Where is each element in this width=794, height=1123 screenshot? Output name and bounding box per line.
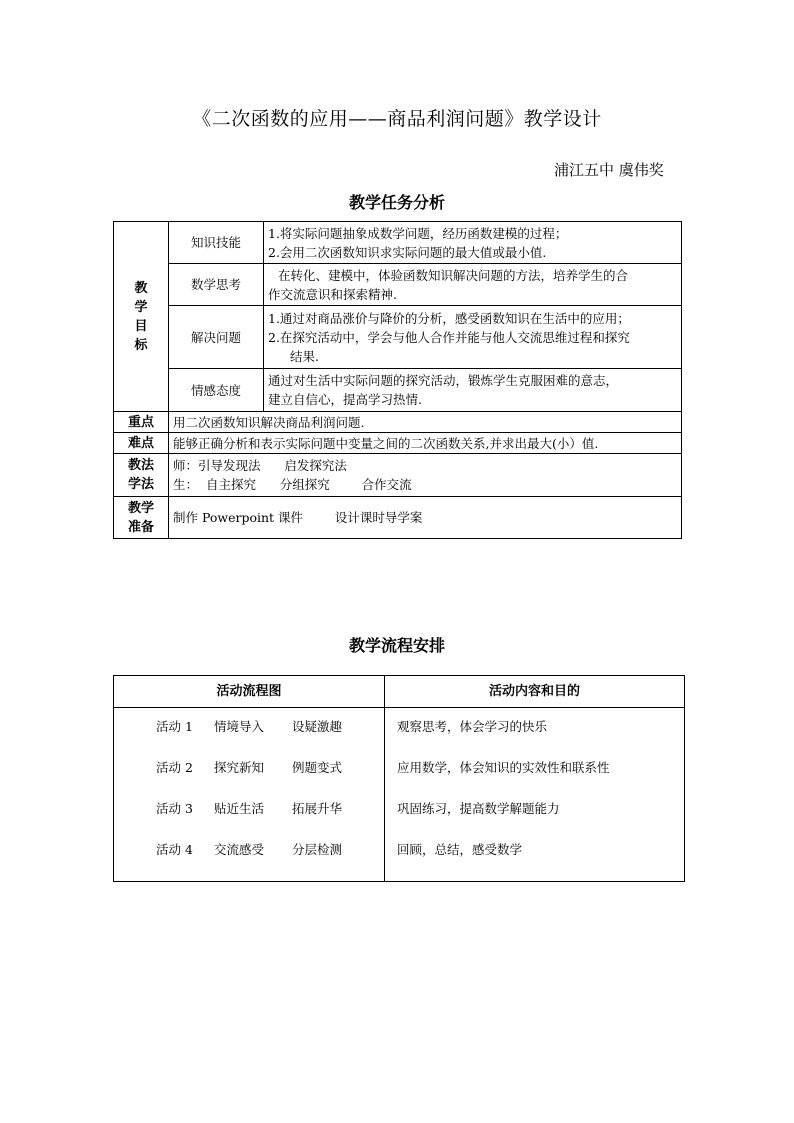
goal-label-knowledge: 知识技能 xyxy=(169,222,264,264)
key-point-label: 重点 xyxy=(114,412,169,433)
flow-steps-cell xyxy=(114,708,385,882)
purpose-2: 应用数学，体会知识的实效性和联系性 xyxy=(397,760,610,775)
flow-step-1: 活动 1 情境导入 设疑激趣 xyxy=(156,719,343,734)
difficulty-text: 能够正确分析和表示实际问题中变量之间的二次函数关系,并求出最大(小）值. xyxy=(169,433,682,454)
flow-table xyxy=(113,675,685,882)
purpose-4: 回顾，总结，感受数学 xyxy=(397,842,523,857)
flow-step-2: 活动 2 探究新知 例题变式 xyxy=(156,760,343,775)
purpose-column-header: 活动内容和目的 xyxy=(385,676,685,708)
goal-label-thinking: 数学思考 xyxy=(169,264,264,306)
methods-label: 教法 学法 xyxy=(114,454,169,497)
difficulty-label: 难点 xyxy=(114,433,169,454)
analysis-table xyxy=(113,221,682,539)
preparation-label: 教学 准备 xyxy=(114,497,169,539)
preparation-text: 制作 Powerpoint 课件 设计课时导学案 xyxy=(169,497,682,539)
purpose-cell xyxy=(385,708,685,882)
goal-content-thinking: 在转化、建模中，体验函数知识解决问题的方法，培养学生的合 作交流意识和探索精神. xyxy=(264,264,682,306)
methods-text xyxy=(169,454,682,497)
goals-label: 教 学 目 标 xyxy=(114,222,169,412)
flow-step-4: 活动 4 交流感受 分层检测 xyxy=(156,842,343,857)
student-methods: 生： 自主探究 分组探究 合作交流 xyxy=(173,477,412,492)
analysis-heading: 教学任务分析 xyxy=(348,193,445,212)
purpose-3: 巩固练习，提高数学解题能力 xyxy=(397,801,560,816)
goal-label-problem-solving: 解决问题 xyxy=(169,306,264,369)
author-line: 浦江五中 虞伟奖 xyxy=(554,161,664,179)
goal-content-attitude: 通过对生活中实际问题的探究活动，锻炼学生克服困难的意志， 建立自信心，提高学习热情. xyxy=(264,369,682,412)
key-point-text: 用二次函数知识解决商品利润问题. xyxy=(169,412,682,433)
flow-column-header: 活动流程图 xyxy=(114,676,385,708)
page-title: 《二次函数的应用——商品利润问题》教学设计 xyxy=(192,108,602,130)
goal-content-problem-solving: 1.通过对商品涨价与降价的分析，感受函数知识在生活中的应用； 2.在探究活动中，学会与他人合作并能与他人交流思维过程和探究 结果. xyxy=(264,306,682,369)
teacher-methods: 师：引导发现法 启发探究法 xyxy=(173,458,347,473)
purpose-1: 观察思考，体会学习的快乐 xyxy=(397,719,548,734)
flow-heading: 教学流程安排 xyxy=(348,636,445,655)
goal-label-attitude: 情感态度 xyxy=(169,369,264,412)
flow-step-3: 活动 3 贴近生活 拓展升华 xyxy=(156,801,343,816)
goal-content-knowledge: 1.将实际问题抽象成数学问题，经历函数建模的过程； 2.会用二次函数知识求实际问题的最大值或最小值. xyxy=(264,222,682,264)
